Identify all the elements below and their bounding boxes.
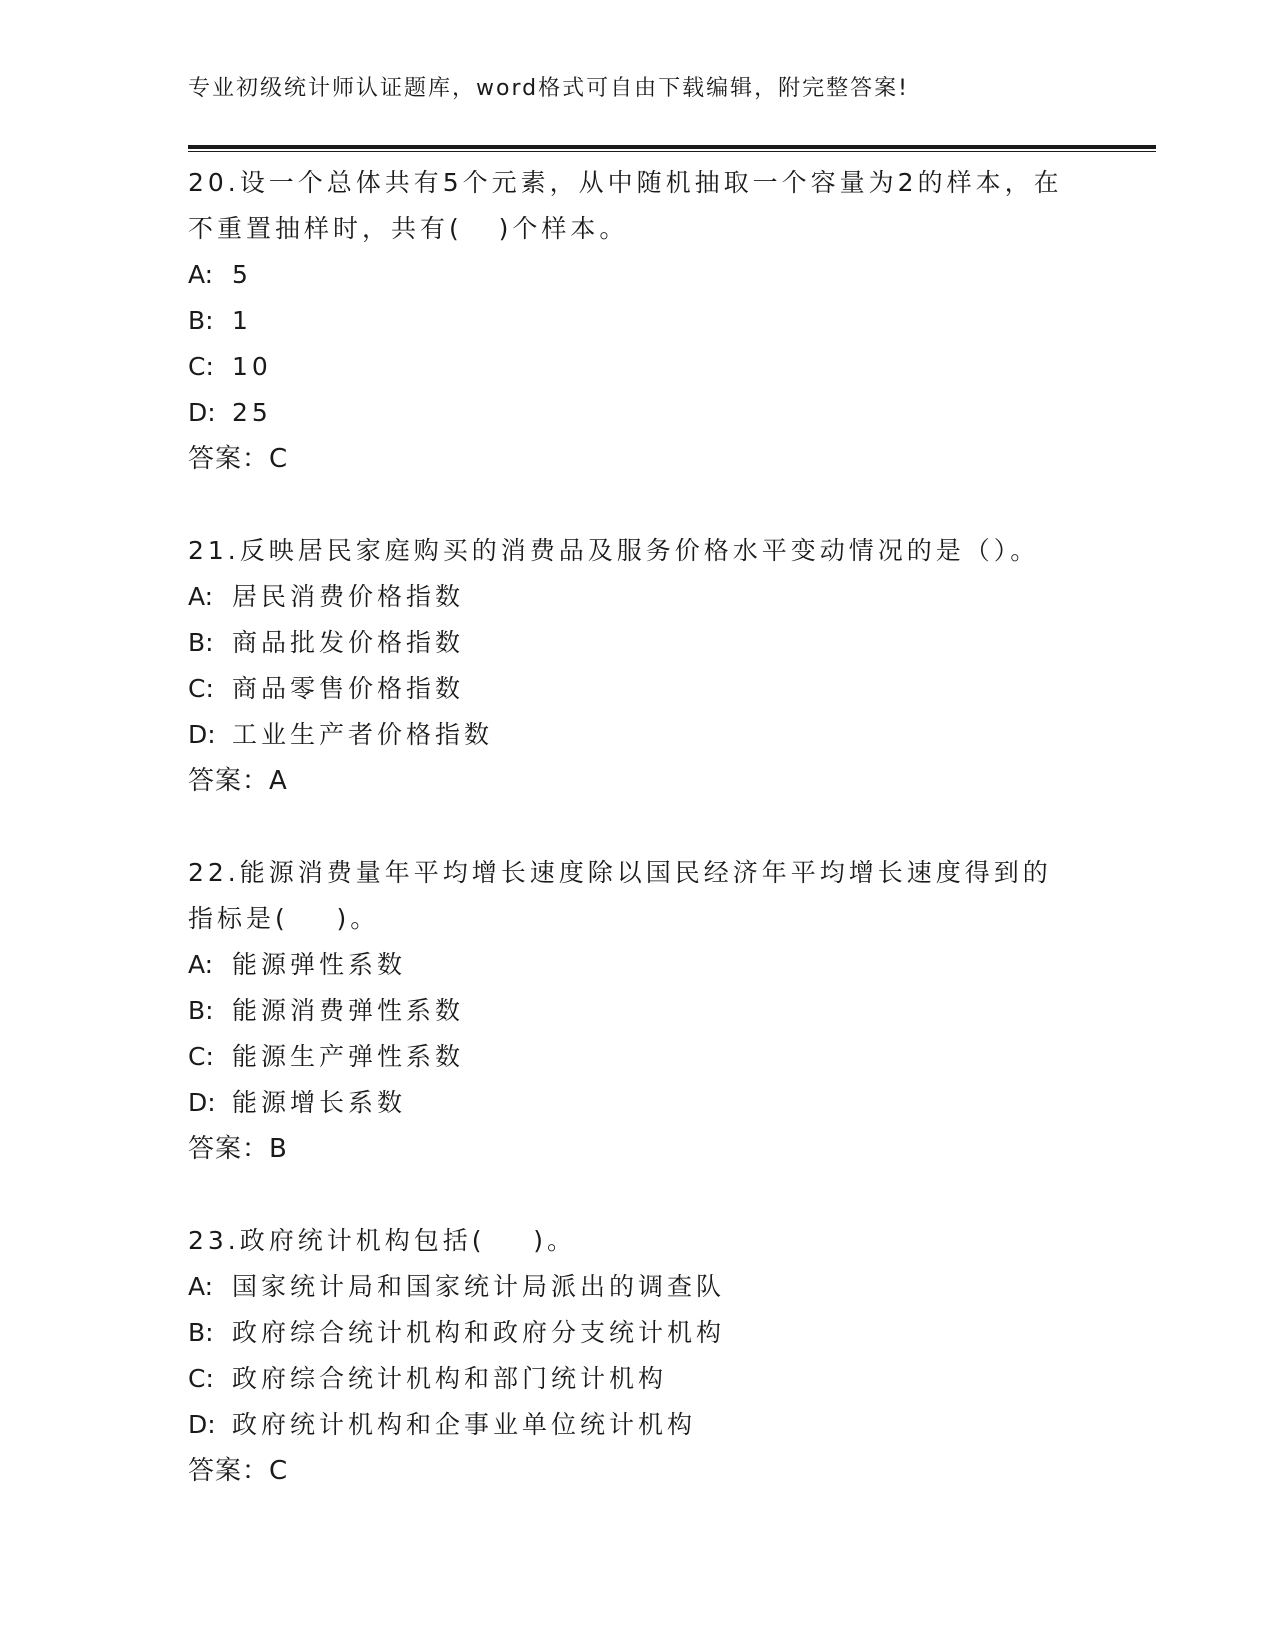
option-letter: B: [188,628,214,657]
answer-line: 答案：B [188,1134,288,1164]
option-a [188,1264,1088,1310]
option-text: 政府综合统计机构和政府分支统计机构 [232,1318,726,1347]
question-23 [188,1218,1088,1494]
answer-line: 答案：A [188,766,288,796]
option-letter: D: [188,1088,216,1117]
option-text: 能源增长系数 [232,1088,407,1117]
option-text: 商品批发价格指数 [232,628,465,657]
option-letter: A: [188,582,214,611]
option-d [188,1080,1088,1126]
option-text: 能源生产弹性系数 [232,1042,465,1071]
option-letter: D: [188,398,216,427]
option-letter: B: [188,996,214,1025]
option-c [188,344,1088,390]
option-letter: A: [188,950,214,979]
option-text: 10 [232,352,272,381]
question-stem: 22.能源消费量年平均增长速度除以国民经济年平均增长速度得到的指标是( )。 [188,858,1052,933]
option-d [188,390,1088,436]
option-b [188,988,1088,1034]
header-rule-thick [188,145,1156,149]
option-text: 商品零售价格指数 [232,674,465,703]
option-a [188,942,1088,988]
option-a [188,252,1088,298]
option-letter: A: [188,260,214,289]
option-b [188,298,1088,344]
answer-line: 答案：C [188,444,289,474]
question-stem: 20.设一个总体共有5个元素，从中随机抽取一个容量为2的样本，在不重置抽样时，共有( )个样本。 [188,168,1063,243]
option-letter: D: [188,1410,216,1439]
spacer [188,804,1088,850]
option-text: 工业生产者价格指数 [232,720,494,749]
option-b [188,1310,1088,1356]
option-letter: C: [188,1364,214,1393]
spacer [188,482,1088,528]
option-c [188,1356,1088,1402]
option-letter: B: [188,306,214,335]
header-rule-thin [188,151,1156,152]
spacer [188,1172,1088,1218]
question-stem: 23.政府统计机构包括( )。 [188,1226,577,1255]
question-list [188,160,1088,1494]
option-text: 5 [232,260,252,289]
option-letter: D: [188,720,216,749]
option-letter: C: [188,1042,214,1071]
answer-line: 答案：C [188,1456,289,1486]
question-22 [188,850,1088,1172]
option-text: 能源弹性系数 [232,950,407,979]
option-c [188,1034,1088,1080]
option-text: 1 [232,306,252,335]
option-c [188,666,1088,712]
option-text: 政府综合统计机构和部门统计机构 [232,1364,668,1393]
option-letter: B: [188,1318,214,1347]
option-text: 25 [232,398,272,427]
option-letter: A: [188,1272,214,1301]
page-header: 专业初级统计师认证题库，word格式可自由下载编辑，附完整答案! [188,76,909,101]
question-stem: 21.反映居民家庭购买的消费品及服务价格水平变动情况的是（）。 [188,536,1040,565]
option-a [188,574,1088,620]
option-text: 政府统计机构和企事业单位统计机构 [232,1410,697,1439]
option-d [188,1402,1088,1448]
option-text: 能源消费弹性系数 [232,996,465,1025]
option-letter: C: [188,674,214,703]
option-b [188,620,1088,666]
question-20 [188,160,1088,482]
option-text: 国家统计局和国家统计局派出的调查队 [232,1272,726,1301]
option-d [188,712,1088,758]
question-21 [188,528,1088,804]
option-text: 居民消费价格指数 [232,582,465,611]
option-letter: C: [188,352,214,381]
